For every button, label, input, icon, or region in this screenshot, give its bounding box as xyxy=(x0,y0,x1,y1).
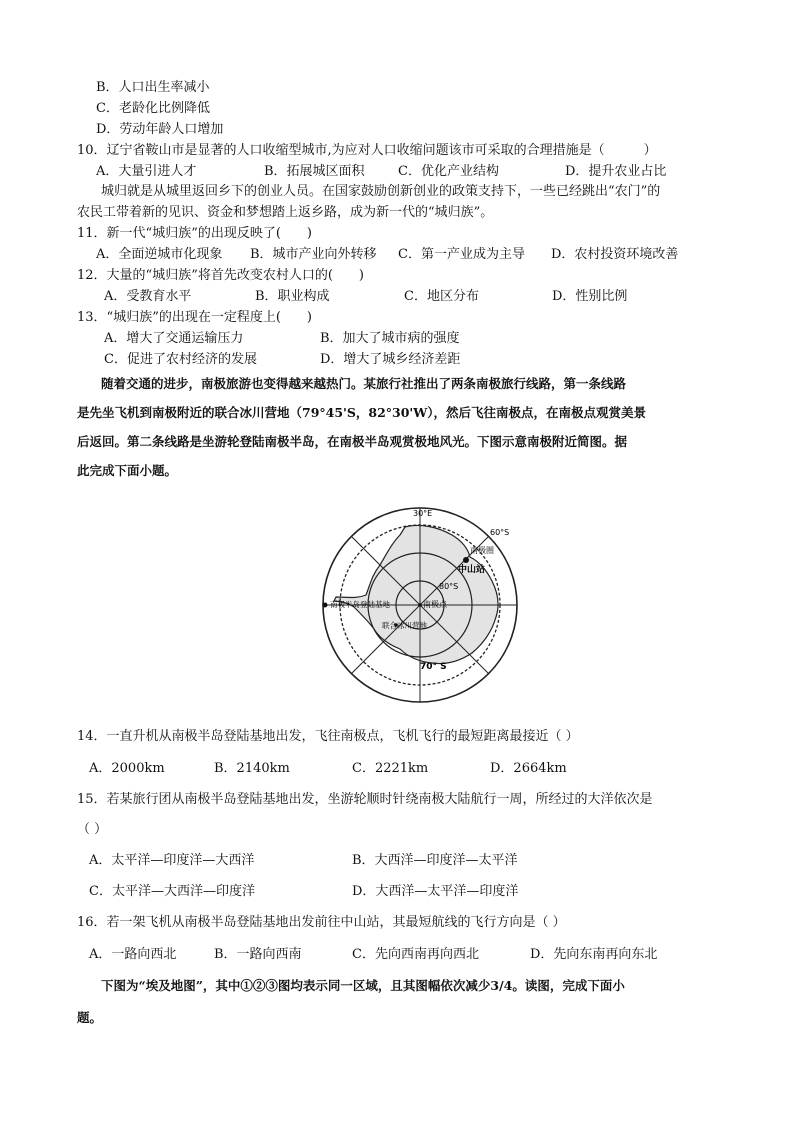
q15-stem: 15．若某旅行团从南极半岛登陆基地出发，坐游轮顺时针绕南极大陆航行一周，所经过的大洋依次是 xyxy=(77,792,653,807)
q16-option-b: B．一路向西南 xyxy=(214,947,302,962)
q14-stem: 14．一直升机从南极半岛登陆基地出发，飞往南极点，飞机飞行的最短距离最接近（ ） xyxy=(77,729,579,744)
q15-stem-paren: （ ） xyxy=(77,822,108,837)
q9-option-c: C．老龄化比例降低 xyxy=(96,101,210,116)
passage3-line2: 题。 xyxy=(77,1010,103,1025)
q11-option-d: D．农村投资环境改善 xyxy=(551,247,679,262)
q13-option-c: C．促进了农村经济的发展 xyxy=(104,352,257,367)
label-base: 南极半岛登陆基地 xyxy=(330,600,390,609)
q14-option-d: D．2664km xyxy=(490,761,567,776)
base-point xyxy=(323,603,328,608)
q10-stem: 10．辽宁省鞍山市是显著的人口收缩型城市,为应对人口收缩问题该市可采取的合理措施是（ ） xyxy=(77,143,657,158)
q16-option-d: D．先向东南再向东北 xyxy=(530,947,658,962)
passage2-line3: 后返回。第二条线路是坐游轮登陆南极半岛，在南极半岛观赏极地风光。下图示意南极附近简图。据 xyxy=(77,434,628,449)
q9-option-d: D．劳动年龄人口增加 xyxy=(96,122,224,137)
q15-option-b: B．大西洋—印度洋—太平洋 xyxy=(352,853,518,868)
q15-option-c: C．太平洋—大西洋—印度洋 xyxy=(89,884,255,899)
passage1-line1: 城归就是从城里返回乡下的创业人员。在国家鼓励创新创业的政策支持下，一些已经跳出“农门”的 xyxy=(101,184,661,199)
q13-option-a: A．增大了交通运输压力 xyxy=(104,331,244,346)
q14-option-a: A．2000km xyxy=(89,761,165,776)
q11-option-c: C．第一产业成为主导 xyxy=(398,247,525,262)
passage2-line4: 此完成下面小题。 xyxy=(77,463,178,478)
q13-option-b: B．加大了城市病的强度 xyxy=(320,331,460,346)
q14-option-b: B．2140km xyxy=(214,761,290,776)
q11-option-a: A．全面逆城市化现象 xyxy=(96,247,223,262)
passage2-line1: 随着交通的进步，南极旅游也变得越来越热门。某旅行社推出了两条南极旅行线路，第一条线路 xyxy=(101,376,627,391)
passage3-line1: 下图为“埃及地图”，其中①②③图均表示同一区域，且其图幅依次减少3/4。读图，完成下面小 xyxy=(101,978,625,993)
label-zhongshan: 中山站 xyxy=(458,565,486,575)
passage2-line2: 是先坐飞机到南极附近的联合冰川营地（79°45'S，82°30'W），然后飞往南极点，在南极点观赏美景 xyxy=(77,405,647,420)
q12-option-c: C．地区分布 xyxy=(404,289,479,304)
q10-option-c: C．优化产业结构 xyxy=(398,164,499,179)
q13-option-d: D．增大了城乡经济差距 xyxy=(320,352,461,367)
label-pole: 南极点 xyxy=(423,600,447,609)
label-camp: 联合冰川营地 xyxy=(382,621,427,630)
passage1-line2: 农民工带着新的见识、资金和梦想踏上返乡路，成为新一代的“城归族”。 xyxy=(77,205,494,220)
zhongshan-point xyxy=(463,557,469,563)
label-70s: 70° S xyxy=(420,662,447,672)
q16-option-c: C．先向西南再向西北 xyxy=(352,947,479,962)
label-nanjiqan: 南极圈 xyxy=(470,546,494,555)
q11-stem: 11．新一代“城归族”的出现反映了( ) xyxy=(77,226,312,241)
q16-stem: 16．若一架飞机从南极半岛登陆基地出发前往中山站，其最短航线的飞行方向是（ ） xyxy=(77,915,566,930)
q10-option-a: A．大量引进人才 xyxy=(96,164,197,179)
q16-option-a: A．一路向西北 xyxy=(89,947,177,962)
q12-option-b: B．职业构成 xyxy=(255,289,330,304)
q15-option-a: A．太平洋—印度洋—大西洋 xyxy=(89,853,255,868)
q14-option-c: C．2221km xyxy=(352,761,429,776)
q12-stem: 12．大量的“城归族”将首先改变农村人口的( ) xyxy=(77,268,364,283)
q10-option-d: D．提升农业占比 xyxy=(565,164,667,179)
q11-option-b: B．城市产业向外转移 xyxy=(250,247,377,262)
q12-option-a: A．受教育水平 xyxy=(104,289,192,304)
q12-option-d: D．性别比例 xyxy=(552,289,628,304)
label-80s: 80°S xyxy=(439,582,459,591)
q15-option-d: D．大西洋—太平洋—印度洋 xyxy=(352,884,519,899)
pole-point xyxy=(418,603,422,607)
q10-option-b: B．拓展城区面积 xyxy=(264,164,365,179)
label-60s: 60°S xyxy=(490,528,510,537)
label-30e: 30°E xyxy=(413,509,433,518)
antarctica-map xyxy=(310,505,530,705)
q13-stem: 13．“城归族”的出现在一定程度上( ) xyxy=(77,310,312,325)
q9-option-b: B．人口出生率减小 xyxy=(96,80,210,95)
